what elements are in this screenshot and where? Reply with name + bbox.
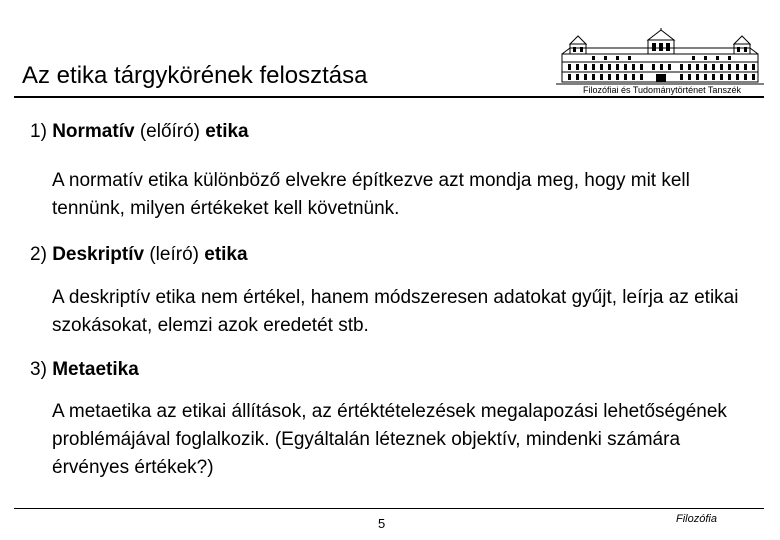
- section-prefix: 1): [30, 121, 53, 142]
- section-prefix: 2): [30, 244, 53, 265]
- building-illustration: [556, 28, 764, 86]
- university-logo: [556, 28, 764, 98]
- footer-divider: [14, 508, 764, 509]
- section-term: Metaetika: [52, 359, 139, 380]
- section-heading-normative: [30, 121, 249, 143]
- logo-caption: Filozófiai és Tudománytörténet Tanszék: [583, 85, 741, 95]
- section-middle: (előíró): [134, 121, 206, 142]
- section-term: Normatív: [52, 121, 135, 142]
- slide-title: Az etika tárgykörének felosztása: [22, 62, 368, 89]
- section-text-descriptive: A deskriptív etika nem értékel, hanem módszeresen adatokat gyűjt, leírja az etikai szokásokat, elemzi azok eredetét stb.: [52, 287, 739, 336]
- section-heading-metaethics: [30, 359, 139, 381]
- page-number: 5: [378, 516, 386, 531]
- section-prefix: 3): [30, 359, 53, 380]
- title-divider: [14, 96, 764, 98]
- section-term2: etika: [205, 121, 249, 142]
- section-text-metaethics: A metaetika az etikai állítások, az értéktételezések megalapozási lehetőségének problémájával foglalkozik. (Egyáltalán léteznek objektív, mindenki számára érvényes értékek?): [52, 401, 727, 478]
- section-text-normative: A normatív etika különböző elvekre építkezve azt mondja meg, hogy mit kell tennünk, milyen értékeket kell követnünk.: [52, 170, 690, 219]
- footer-label: Filozófia: [676, 513, 717, 525]
- section-term2: etika: [204, 244, 248, 265]
- section-middle: (leíró): [144, 244, 205, 265]
- section-term: Deskriptív: [52, 244, 145, 265]
- section-heading-descriptive: [30, 244, 248, 266]
